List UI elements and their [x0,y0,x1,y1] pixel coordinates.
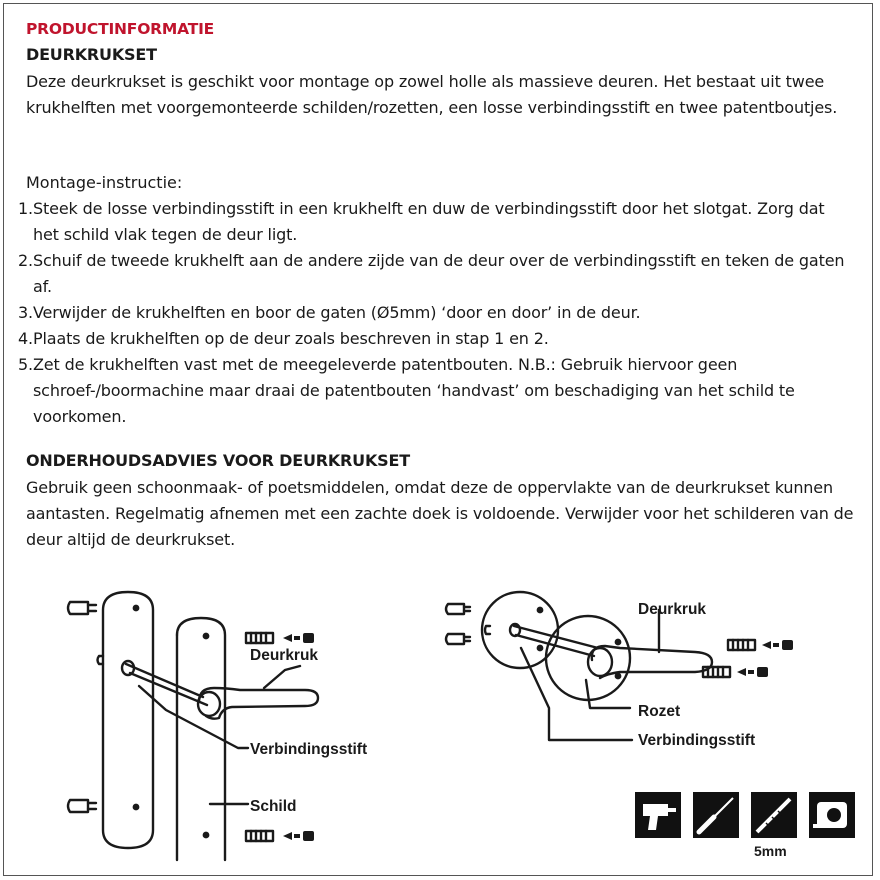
list-item: 2. Schuif de tweede krukhelft aan de andere zijde van de deur over de verbindingsstift en teken de gaten af. [18,251,845,296]
right-lever-set-illustration [446,592,755,740]
drill-size-label: 5mm [754,843,787,859]
tape-measure-icon [809,792,855,838]
intro-paragraph: Deze deurkrukset is geschikt voor montage op zowel holle als massieve deuren. Het bestaat uit twee krukhelften met voorgemonteerde schilden/rozetten, een losse verbindingsstift en twee patentboutjes. [26,72,838,117]
list-item: 1. Steek de losse verbindingsstift in een krukhelft en duw de verbindingsstift door het slotgat. Zorg dat het schild vlak tegen de deur ligt. [18,199,825,244]
label-verbindingsstift-left: Verbindingsstift [250,741,368,758]
section-eyebrow: PRODUCTINFORMATIE [26,20,215,38]
step-text: Plaats de krukhelften op de deur zoals beschreven in stap 1 en 2. [33,329,549,348]
screwdriver-icon [693,792,739,838]
tool-icons [635,792,855,838]
step-text: Steek de losse verbindingsstift in een krukhelft en duw de verbindingsstift door het slotgat. Zorg dat het schild vlak tegen de deur ligt. [33,199,825,244]
list-item: 5. Zet de krukhelften vast met de meegeleverde patentbouten. N.B.: Gebruik hiervoor geen schroef-/boormachine maar draai de patentbouten ‘handvast’ om beschadiging van het schild te voorkomen. [18,355,795,426]
label-schild: Schild [250,798,297,815]
montage-steps [0,196,850,430]
care-paragraph: Gebruik geen schoonmaak- of poetsmiddelen, omdat deze de oppervlakte van de deurkrukset kunnen aantasten. Regelmatig afnemen met een zachte doek is voldoende. Verwijder voor het schilderen van de deur altijd de deurkrukset. [26,478,854,549]
page-title: DEURKRUKSET [26,45,157,64]
care-heading: ONDERHOUDSADVIES VOOR DEURKRUKSET [26,451,410,470]
step-text: Schuif de tweede krukhelft aan de andere zijde van de deur over de verbindingsstift en teken de gaten af. [33,251,845,296]
label-deurkruk-left: Deurkruk [250,647,319,664]
label-verbindingsstift-right: Verbindingsstift [638,732,756,749]
left-lever-set-illustration [68,592,318,860]
drill-bit-icon [751,792,797,838]
drill-icon [635,792,681,838]
label-deurkruk-right: Deurkruk [638,601,707,618]
list-item: 4. Plaats de krukhelften op de deur zoals beschreven in stap 1 en 2. [18,329,549,348]
step-text: Verwijder de krukhelften en boor de gaten (Ø5mm) ‘door en door’ in de deur. [33,303,641,322]
label-rozet: Rozet [638,703,681,720]
montage-heading: Montage-instructie: [26,173,183,192]
step-text: Zet de krukhelften vast met de meegeleverde patentbouten. N.B.: Gebruik hiervoor geen schroef-/boormachine maar draai de patentbouten ‘handvast’ om beschadiging van het schild te voorkomen. [33,355,795,426]
assembly-diagram [0,580,880,870]
list-item: 3. Verwijder de krukhelften en boor de gaten (Ø5mm) ‘door en door’ in de deur. [18,303,641,322]
